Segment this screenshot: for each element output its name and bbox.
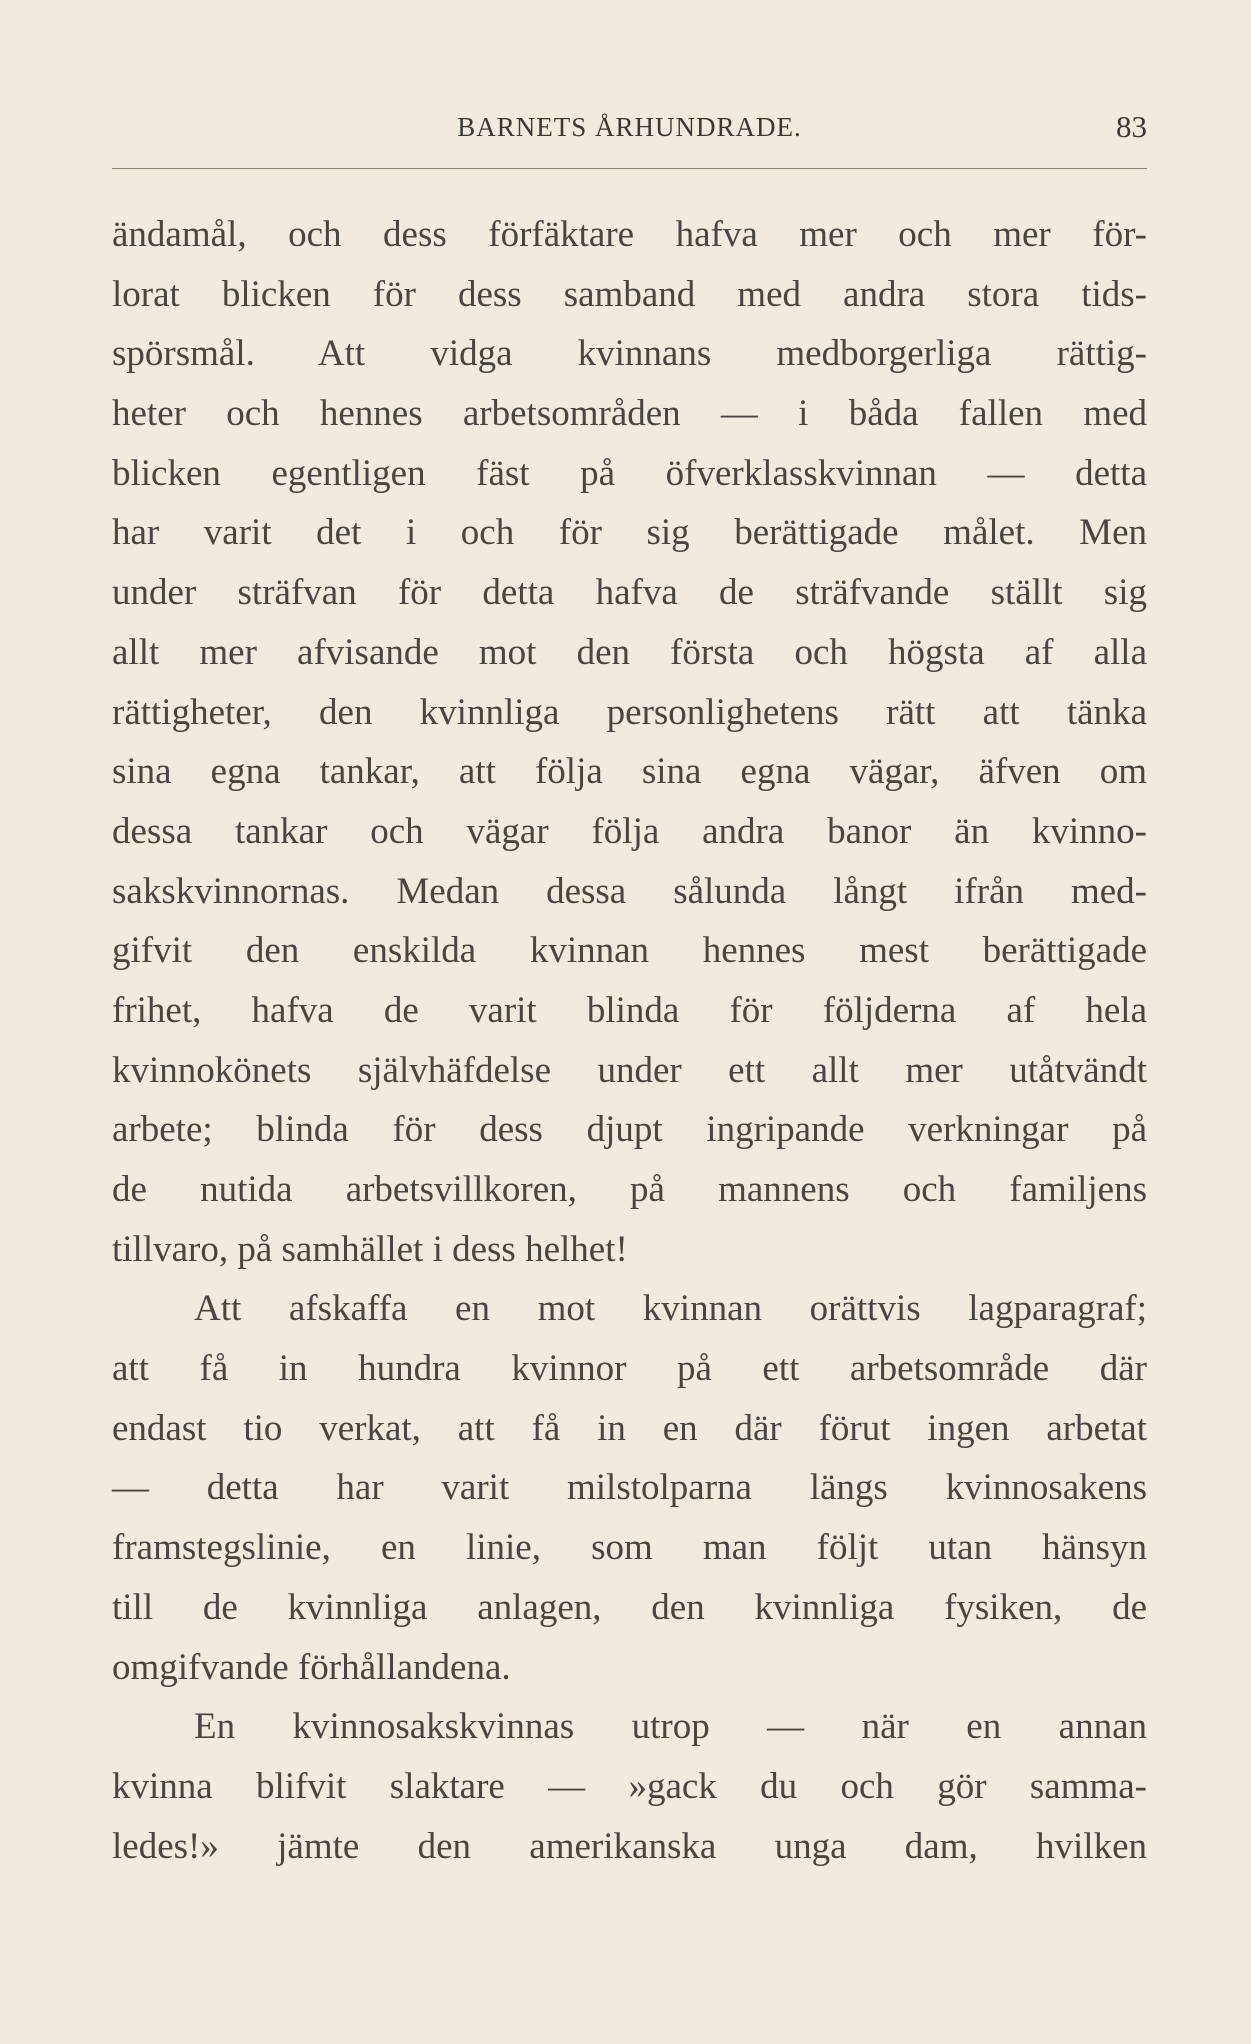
text-line: sakskvinnornas. Medan dessa sålunda långt ifrån med- — [112, 870, 1147, 912]
paragraph-end-line: tillvaro, på samhället i dess helhet! — [112, 1228, 628, 1270]
text-line: till de kvinnliga anlagen, den kvinnliga fysiken, de — [112, 1586, 1147, 1628]
running-head — [112, 109, 1147, 152]
text-line: de nutida arbetsvillkoren, på mannens och familjens — [112, 1169, 1147, 1210]
header-rule — [112, 168, 1147, 169]
text-line: gifvit den enskilda kvinnan hennes mest berättigade — [112, 930, 1147, 972]
text-line: frihet, hafva de varit blinda för följderna af hela — [112, 989, 1147, 1031]
text-line: arbete; blinda för dess djupt ingripande verkningar på — [112, 1109, 1147, 1151]
text-line: ledes!» jämte den amerikanska unga dam, hvilken — [112, 1825, 1147, 1867]
text-line: allt mer afvisande mot den första och högsta af alla — [112, 631, 1147, 673]
text-line: ändamål, och dess förfäktare hafva mer och mer för- — [112, 214, 1147, 255]
text-line: kvinnokönets självhäfdelse under ett allt mer utåtvändt — [112, 1049, 1147, 1091]
text-line: heter och hennes arbetsområden — i båda fallen med — [112, 393, 1147, 435]
text-line: att få in hundra kvinnor på ett arbetsområde där — [112, 1348, 1147, 1390]
text-line: kvinna blifvit slaktare — »gack du och gör samma- — [112, 1765, 1147, 1807]
text-line: lorat blicken för dess samband med andra stora tids- — [112, 273, 1147, 315]
page-number: 83 — [1116, 109, 1147, 144]
text-line: dessa tankar och vägar följa andra banor än kvinno- — [112, 810, 1147, 852]
paragraph-end-line: omgifvande förhållandena. — [112, 1646, 511, 1688]
text-line: framstegslinie, en linie, som man följt utan hänsyn — [112, 1527, 1147, 1569]
text-line: — detta har varit milstolparna längs kvinnosakens — [112, 1467, 1147, 1509]
running-title: BARNETS ÅRHUNDRADE. — [457, 112, 802, 142]
paragraph-start-line: En kvinnosakskvinnas utrop — när en annan — [194, 1706, 1147, 1748]
text-line: har varit det i och för sig berättigade målet. Men — [112, 512, 1147, 554]
text-line: under sträfvan för detta hafva de sträfvande ställt sig — [112, 572, 1147, 614]
body-text — [112, 205, 1147, 1876]
text-line: blicken egentligen fäst på öfverklasskvinnan — detta — [112, 452, 1147, 494]
paragraph-start-line: Att afskaffa en mot kvinnan orättvis lagparagraf; — [194, 1288, 1147, 1330]
text-line: spörsmål. Att vidga kvinnans medborgerliga rättig- — [112, 333, 1147, 375]
text-line: sina egna tankar, att följa sina egna vägar, äfven om — [112, 751, 1147, 793]
text-line: endast tio verkat, att få in en där förut ingen arbetat — [112, 1407, 1147, 1449]
text-line: rättigheter, den kvinnliga personlighetens rätt att tänka — [112, 691, 1147, 733]
